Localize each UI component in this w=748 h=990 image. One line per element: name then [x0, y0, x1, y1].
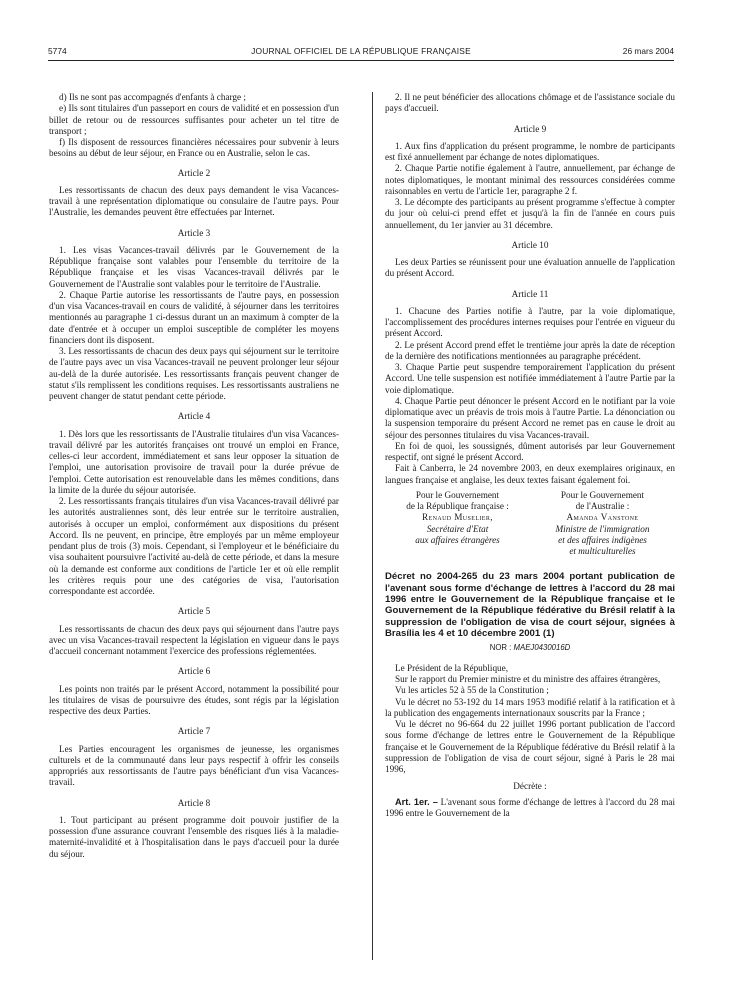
decree-paragraph: Vu le décret no 96-664 du 22 juillet 1996 portant publication de l'accord sous forme d'échange de lettres entre le Gouvernement de la République française et le Gouvernement de la République fédérative du Brésil relatif à la suppression de l'obligation de visa de court séjour, signé à Paris le 28 mai 1996, — [385, 719, 675, 775]
article-paragraph: 3. Les ressortissants de chacun des deux pays qui séjournent sur le territoire de l'autre pays avec un visa Vacances-travail ne peuvent prolonger leur séjour au-delà de la durée autorisée. Les ressortissants français peuvent changer de statut s'ils remplissent les conditions requises. Les ressortissants australiens ne peuvent changer de statut pendant cette période. — [49, 346, 339, 401]
article-heading: Article 11 — [511, 288, 549, 299]
issue-date: 26 mars 2004 — [622, 46, 674, 56]
signatory-role: et des affaires indigènes — [558, 534, 647, 545]
article-paragraph: Les deux Parties se réunissent pour une évaluation annuelle de l'application du présent Accord. — [385, 257, 675, 279]
decree-paragraph: Vu les articles 52 à 55 de la Constitution ; — [395, 685, 549, 696]
article-paragraph: 4. Chaque Partie peut dénoncer le présent Accord en le notifiant par la voie diplomatique avec un préavis de trois mois à l'autre Partie. La dénonciation ou la suspension temporaire du présent Accord ne remet pas en cause le droit au séjour des personnes titulaires du visa Vacances-travail. — [385, 395, 675, 440]
signatory-role: et multiculturelles — [569, 546, 636, 556]
signature-australia — [530, 490, 675, 558]
article-paragraph: Les ressortissants de chacun des deux pays qui séjournent dans l'autre pays avec un visa Vacances-travail respectent la législation en vigueur dans le pays d'accueil concernant notamment l'exercice des professions réglementées. — [49, 623, 339, 656]
nor-label: NOR : — [489, 642, 512, 652]
article-heading: Article 6 — [177, 666, 211, 677]
signature-for-line: Pour le Gouvernement — [560, 489, 645, 500]
signature-france — [385, 490, 530, 558]
article-heading: Article 3 — [177, 227, 211, 238]
article-heading: Article 9 — [513, 123, 547, 134]
article-paragraph: Fait à Canberra, le 24 novembre 2003, en deux exemplaires originaux, en langues française et anglaise, les deux textes faisant également foi. — [385, 463, 675, 485]
article-paragraph: Les Parties encouragent les organismes de jeunesse, les organismes culturels et de la communauté dans leur pays respectif à offrir les conseils appropriés aux ressortissants de l'autre pays bénéficiant d'un visa Vacances-travail. — [49, 743, 339, 788]
article-paragraph: 1. Aux fins d'application du présent programme, le nombre de participants est fixé annuellement par échange de notes diplomatiques. — [385, 140, 675, 162]
left-column — [49, 92, 339, 860]
signatory-role: Secrétaire d'Etat — [426, 523, 489, 534]
article-1-text: L'avenant sous forme d'échange de lettres à l'accord du 28 mai 1996 entre le Gouvernement de la — [385, 796, 675, 818]
right-column — [385, 92, 675, 819]
decree-article-1 — [385, 797, 675, 820]
signature-for-line: de l'Australie : — [575, 501, 630, 511]
decree-paragraph: Le Président de la République, — [395, 662, 509, 673]
signature-for-line: Pour le Gouvernement — [415, 489, 500, 500]
page-header — [48, 46, 674, 60]
article-heading: Article 8 — [177, 797, 211, 808]
article-paragraph: 2. Il ne peut bénéficier des allocations chômage et de l'assistance sociale du pays d'accueil. — [385, 92, 675, 114]
decree-paragraph: Vu le décret no 53-192 du 14 mars 1953 modifié relatif à la ratification et à la publication des engagements internationaux souscrits par la France ; — [385, 696, 675, 718]
article-paragraph: 1. Chacune des Parties notifie à l'autre, par la voie diplomatique, l'accomplissement des procédures internes requises pour l'entrée en vigueur du présent Accord. — [385, 305, 675, 339]
journal-title: JOURNAL OFFICIEL DE LA RÉPUBLIQUE FRANÇAISE — [251, 46, 471, 56]
article-heading: Article 5 — [177, 606, 211, 617]
signatory-role: aux affaires étrangères — [415, 534, 500, 545]
article-paragraph: 3. Chaque Partie peut suspendre temporairement l'application du présent Accord. Une telle suspension est notifiée immédiatement à l'autre Partie par la voie diplomatique. — [385, 362, 675, 395]
article-heading: Article 4 — [177, 411, 211, 422]
signatory-name: Renaud Muselier, — [422, 512, 493, 523]
article-paragraph: 2. Chaque Partie notifie également à l'autre, annuellement, par échange de notes diplomatiques, le montant minimal des ressources considérées comme raisonnables en vertu de l'article 1er, paragraphe 2 f. — [385, 163, 675, 196]
page-number: 5774 — [48, 46, 67, 56]
article-paragraph: En foi de quoi, les soussignés, dûment autorisés par leur Gouvernement respectif, ont signé le présent Accord. — [385, 440, 675, 462]
signatory-role: Ministre de l'immigration — [555, 523, 650, 534]
article-paragraph: 2. Les ressortissants français titulaires d'un visa Vacances-travail délivré par les autorités australiennes sont, dès leur entrée sur le territoire australien, autorisés à occuper un emploi, conformément aux dispositions du présent Accord. Ils ne peuvent, en principe, être employés par un même employeur pendant plus de trois (3) mois. Cependant, si l'employeur et le bénéficiaire du visa souhaitent poursuivre l'activité au-delà de cette période, et dans la mesure où la demande est conforme aux conditions de l'article 1er et où elle remplit les critères requis pour une des catégories de visa, l'autorisation correspondante est accordée. — [49, 496, 339, 596]
signatory-name: Amanda Vanstone — [566, 512, 639, 523]
article-paragraph: 1. Les visas Vacances-travail délivrés par le Gouvernement de la République française sont valables pour l'ensemble du territoire de la République française et les visas Vacances-travail délivrés par le Gouvernement de l'Australie sont valables pour le territoire de l'Australie. — [49, 244, 339, 289]
clause-f: f) Ils disposent de ressources financières nécessaires pour subvenir à leurs besoins au début de leur séjour, en France ou en Australie, selon le cas. — [49, 137, 339, 159]
article-heading: Article 2 — [177, 167, 211, 178]
nor-reference — [385, 642, 675, 653]
article-paragraph: 3. Le décompte des participants au présent programme s'effectue à compter du jour où celui-ci prend effet et jusqu'à la fin de l'année en cours puis annuellement, du 1er janvier au 31 décembre. — [385, 197, 675, 230]
signature-block — [385, 490, 675, 558]
article-1-label: Art. 1er. – — [395, 796, 438, 807]
article-paragraph: 2. Chaque Partie autorise les ressortissants de l'autre pays, en possession d'un visa Vacances-travail en cours de validité, à séjourner dans les territoires mentionnés au paragraphe 1 ci-dessus durant un an maximum à compter de la date d'entrée et à occuper un emploi susceptible de compléter les moyens financiers dont ils disposent. — [49, 289, 339, 345]
clause-e: e) Ils sont titulaires d'un passeport en cours de validité et en possession d'un billet de retour ou de ressources suffisantes pour acheter un tel titre de transport ; — [49, 103, 339, 136]
column-divider — [372, 92, 373, 960]
article-heading: Article 7 — [177, 726, 211, 737]
article-paragraph: 1. Tout participant au présent programme doit pouvoir justifier de la possession d'une assurance couvrant l'ensemble des risques liés à la maladie-maternité-invalidité et à l'hospitalisation dans le pays d'accueil pour la durée du séjour. — [49, 814, 339, 859]
signature-for-line: de la République française : — [406, 501, 509, 511]
decrete-heading: Décrète : — [513, 781, 547, 792]
decree-paragraph: Sur le rapport du Premier ministre et du ministre des affaires étrangères, — [395, 674, 661, 685]
decree-title: Décret no 2004-265 du 23 mars 2004 portant publication de l'avenant sous forme d'échange de lettres à l'accord du 28 mai 1996 entre le Gouvernement de la République française et le Gouvernement de la République fédérative du Brésil relatif à la suppression de l'obligation de visa de court séjour, signées à Brasília les 4 et 10 décembre 2001 (1) — [385, 571, 675, 640]
article-paragraph: 1. Dès lors que les ressortissants de l'Australie titulaires d'un visa Vacances-travail délivré par les autorités françaises ont trouvé un emploi en France, celles-ci leur accordent, immédiatement et sans leur opposer la situation de l'emploi, une autorisation provisoire de travail pour la durée prévue de l'emploi. Cette autorisation est renouvelable dans les mêmes conditions, dans la limite de la durée du séjour autorisée. — [49, 428, 339, 495]
nor-value: MAEJ0430016D — [513, 642, 571, 652]
article-paragraph: 2. Le présent Accord prend effet le trentième jour après la date de réception de la dernière des notifications mentionnées au paragraphe précédent. — [385, 339, 675, 361]
header-rule — [48, 60, 674, 61]
article-paragraph: Les points non traités par le présent Accord, notamment la possibilité pour les titulaires de visas de poursuivre des études, sont régis par la législation respective des deux Parties. — [49, 683, 339, 716]
clause-d: d) Ils ne sont pas accompagnés d'enfants à charge ; — [59, 92, 246, 102]
article-paragraph: Les ressortissants de chacun des deux pays demandent le visa Vacances-travail à une représentation diplomatique ou consulaire de l'autre pays. Pour l'Australie, les demandes peuvent être effectuées par Internet. — [49, 184, 339, 218]
article-heading: Article 10 — [511, 239, 549, 250]
